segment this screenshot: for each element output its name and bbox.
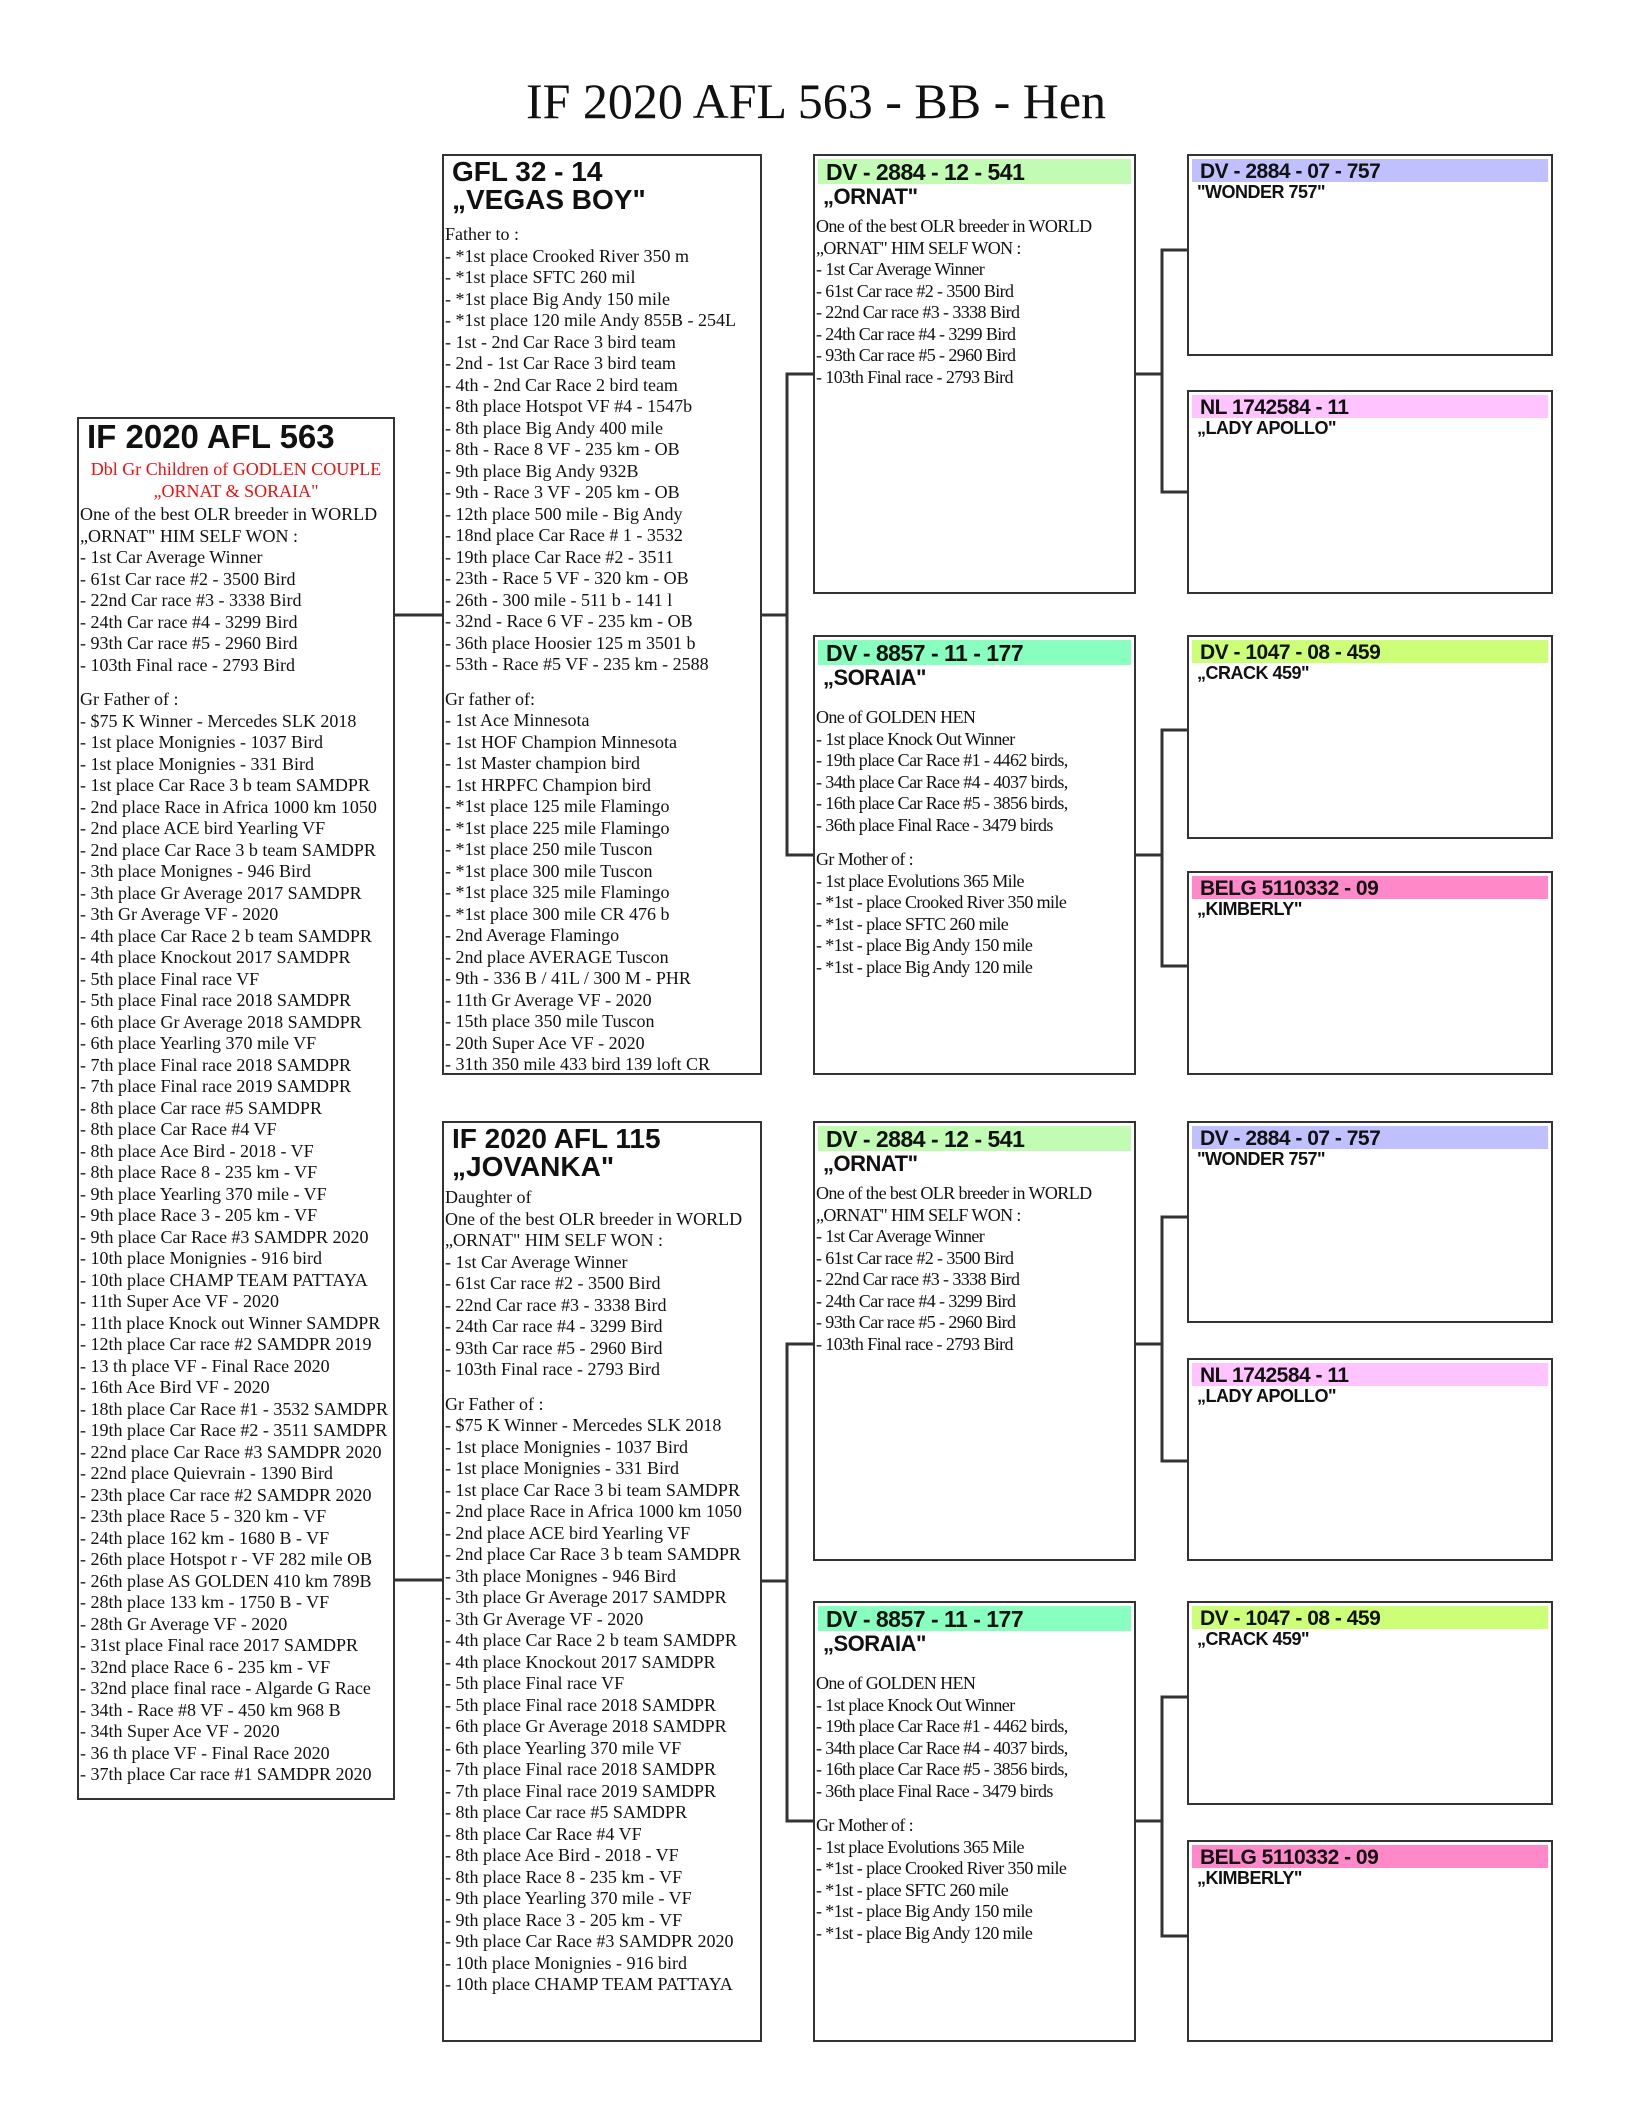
achievement-line: - 7th place Final race 2019 SAMDPR (80, 1076, 351, 1096)
achievement-line: - 1st Car Average Winner (816, 259, 985, 279)
achievement-line: Gr father of: (445, 688, 535, 709)
achievement-line: - 32nd - Race 6 VF - 235 km - OB (445, 611, 693, 631)
achievement-line: „ORNAT" HIM SELF WON : (816, 237, 1021, 258)
achievement-section (444, 689, 760, 1076)
achievement-line: - 16th Ace Bird VF - 2020 (80, 1377, 270, 1397)
connector-ornat-parents-1 (1136, 250, 1187, 492)
achievement-line: - 28th Gr Average VF - 2020 (80, 1613, 288, 1634)
achievement-line: - 2nd place ACE bird Yearling VF (445, 1522, 691, 1543)
granddam-soraia-card (813, 635, 1136, 1075)
achievement-line: - *1st place Big Andy 150 mile (445, 288, 670, 309)
achievement-line: - 3th place Gr Average 2017 SAMDPR (80, 882, 362, 903)
achievement-line: - 22nd Car race #3 - 3338 Bird (816, 1269, 1020, 1289)
dam-card (442, 1121, 762, 2042)
achievement-line: - 23th - Race 5 VF - 320 km - OB (445, 568, 689, 588)
ring-number-band: BELG 5110332 - 09 (1192, 876, 1548, 899)
achievement-line: - 1st HOF Champion Minnesota (445, 731, 677, 752)
achievement-line: - 9th place Car Race #3 SAMDPR 2020 (445, 1931, 734, 1951)
sire-name: „VEGAS BOY" (452, 184, 646, 215)
connector-soraia-parents-1 (1136, 730, 1187, 966)
ring-number-band: DV - 2884 - 07 - 757 (1192, 159, 1548, 182)
achievement-line: - 9th place Yearling 370 mile - VF (80, 1183, 327, 1204)
achievement-line: - 36 th place VF - Final Race 2020 (80, 1742, 330, 1763)
achievement-line: - 36th place Final Race - 3479 birds (816, 1780, 1053, 1801)
subject-achievements (79, 504, 393, 1786)
bird-name: „KIMBERLY" (1197, 1868, 1302, 1888)
achievement-line: - 12th place Car race #2 SAMDPR 2019 (80, 1334, 372, 1354)
achievement-line: - 61st Car race #2 - 3500 Bird (816, 280, 1014, 301)
achievement-line: - 2nd place Car Race 3 b team SAMDPR (445, 1544, 741, 1564)
achievement-line: - *1st - place SFTC 260 mile (816, 913, 1009, 934)
soraia-achievements (815, 707, 1134, 978)
achievement-line: - 9th - 336 B / 41L / 300 M - PHR (445, 968, 691, 988)
achievement-line: - 22nd Car race #3 - 3338 Bird (816, 302, 1020, 322)
achievement-line: - 2nd - 1st Car Race 3 bird team (445, 353, 676, 373)
achievement-line: - 37th place Car race #1 SAMDPR 2020 (80, 1764, 372, 1784)
achievement-line: One of GOLDEN HEN (816, 1673, 976, 1693)
achievement-line: - *1st - place Crooked River 350 mile (816, 1858, 1067, 1878)
bird-name: „LADY APOLLO" (1197, 1386, 1337, 1406)
achievement-line: - 36th place Hoosier 125 m 3501 b (445, 632, 696, 653)
achievement-line: - 1st Master champion bird (445, 753, 640, 773)
achievement-line: Gr Father of : (445, 1393, 544, 1414)
bird-name: "WONDER 757" (1197, 182, 1326, 202)
achievement-line: - 6th place Yearling 370 mile VF (80, 1033, 317, 1053)
achievement-line: - 2nd place Race in Africa 1000 km 1050 (445, 1501, 742, 1521)
bird-name: „CRACK 459" (1197, 663, 1310, 683)
achievement-line: - 9th place Big Andy 932B (445, 460, 639, 481)
great-grandparent-card (1187, 1840, 1553, 2042)
bird-name: "WONDER 757" (1197, 1149, 1326, 1169)
achievement-line: - 8th place Car Race #4 VF (80, 1119, 277, 1139)
achievement-line: - 103th Final race - 2793 Bird (80, 654, 295, 675)
sire-card (442, 154, 762, 1075)
achievement-line: - 8th place Hotspot VF #4 - 1547b (445, 396, 693, 416)
achievement-line: - 1st place Monignies - 1037 Bird (445, 1436, 688, 1457)
achievement-line: - 19th place Car Race #2 - 3511 (445, 546, 674, 567)
ring-number-band: DV - 8857 - 11 - 177 (818, 1606, 1131, 1631)
achievement-line: - 22nd place Quievrain - 1390 Bird (80, 1463, 333, 1483)
achievement-line: - 8th place Race 8 - 235 km - VF (445, 1866, 683, 1887)
achievement-section (815, 1673, 1134, 1802)
ornat-achievements (815, 216, 1134, 388)
achievement-line: - 6th place Gr Average 2018 SAMDPR (80, 1011, 362, 1032)
subject-highlight-line: „ORNAT & SORAIA" (153, 480, 319, 501)
achievement-line: - 4th place Knockout 2017 SAMDPR (445, 1651, 716, 1672)
achievement-line: - 103th Final race - 2793 Bird (816, 1333, 1013, 1354)
bird-name: „SORAIA" (823, 665, 926, 690)
achievement-line: - 1st place Evolutions 365 Mile (816, 870, 1024, 891)
achievement-line: - $75 K Winner - Mercedes SLK 2018 (445, 1415, 722, 1435)
achievement-line: - 1st place Monignies - 331 Bird (80, 753, 314, 774)
achievement-line: - 1st place Monignies - 331 Bird (445, 1458, 679, 1478)
achievement-line: One of the best OLR breeder in WORLD (445, 1208, 743, 1229)
achievement-line: - 61st Car race #2 - 3500 Bird (445, 1273, 661, 1293)
achievement-line: - 20th Super Ace VF - 2020 (445, 1032, 645, 1053)
achievement-line: - 34th - Race #8 VF - 450 km 968 B (80, 1699, 341, 1720)
great-grandparent-card (1187, 871, 1553, 1075)
granddam-soraia-card-dam-side (813, 1601, 1136, 2042)
achievement-line: - 3th place Monignes - 946 Bird (80, 861, 311, 881)
achievement-line: - 2nd Average Flamingo (445, 925, 620, 945)
achievement-line: - *1st place 225 mile Flamingo (445, 817, 670, 838)
achievement-line: - 23th place Car race #2 SAMDPR 2020 (80, 1484, 372, 1505)
bird-name: „ORNAT" (823, 184, 918, 209)
bird-name: „KIMBERLY" (1197, 899, 1302, 919)
achievement-line: - 1st Car Average Winner (445, 1251, 628, 1272)
ring-number-band: DV - 8857 - 11 - 177 (818, 640, 1131, 665)
achievement-line: - *1st place 125 mile Flamingo (445, 796, 670, 816)
achievement-line: - 1st place Monignies - 1037 Bird (80, 732, 323, 752)
achievement-line: - 8th place Car Race #4 VF (445, 1823, 642, 1844)
achievement-line: - *1st - place SFTC 260 mile (816, 1879, 1009, 1900)
achievement-line: - 103th Final race - 2793 Bird (445, 1359, 660, 1379)
achievement-line: - *1st - place Big Andy 150 mile (816, 1901, 1033, 1921)
achievement-line: - 53th - Race #5 VF - 235 km - 2588 (445, 654, 709, 674)
achievement-line: - 7th place Final race 2019 SAMDPR (445, 1780, 716, 1801)
dam-name: „JOVANKA" (452, 1151, 615, 1182)
achievement-line: „ORNAT" HIM SELF WON : (816, 1204, 1021, 1225)
achievement-line: - 24th Car race #4 - 3299 Bird (80, 611, 298, 632)
achievement-line: - 18nd place Car Race # 1 - 3532 (445, 525, 683, 545)
achievement-line: - 4th place Car Race 2 b team SAMDPR (80, 925, 372, 946)
achievement-line: - 8th place Race 8 - 235 km - VF (80, 1162, 318, 1182)
ring-number-band: DV - 2884 - 12 - 541 (818, 159, 1131, 184)
bird-name: „ORNAT" (823, 1151, 918, 1176)
achievement-line: - 1st - 2nd Car Race 3 bird team (445, 331, 676, 352)
achievement-line: - 16th place Car Race #5 - 3856 birds, (816, 1759, 1068, 1779)
achievement-section (815, 1815, 1134, 1944)
achievement-line: - 9th - Race 3 VF - 205 km - OB (445, 482, 680, 502)
achievement-section (444, 1394, 760, 1996)
subject-bird-card (77, 417, 395, 1800)
achievement-line: - 11th Super Ace VF - 2020 (80, 1291, 279, 1311)
achievement-line: - 13 th place VF - Final Race 2020 (80, 1355, 330, 1376)
achievement-line: - 8th - Race 8 VF - 235 km - OB (445, 439, 680, 459)
achievement-line: - 19th place Car Race #2 - 3511 SAMDPR (80, 1420, 388, 1440)
grandsire-ornat-card (813, 154, 1136, 594)
achievement-line: „ORNAT" HIM SELF WON : (445, 1230, 664, 1250)
achievement-line: One of the best OLR breeder in WORLD (816, 1183, 1092, 1203)
achievement-line: - 103th Final race - 2793 Bird (816, 366, 1013, 387)
achievement-line: - 9th place Car Race #3 SAMDPR 2020 (80, 1226, 369, 1247)
achievement-line: Daughter of (445, 1187, 532, 1207)
achievement-line: - 2nd place AVERAGE Tuscon (445, 946, 669, 967)
achievement-line: - *1st - place Big Andy 120 mile (816, 956, 1033, 977)
achievement-section (815, 707, 1134, 836)
achievement-line: - 1st place Knock Out Winner (816, 1694, 1015, 1715)
subject-ring-number: IF 2020 AFL 563 (87, 418, 335, 455)
achievement-line: - *1st - place Big Andy 150 mile (816, 935, 1033, 955)
achievement-line: - 1st Car Average Winner (80, 547, 263, 567)
achievement-line: - 3th Gr Average VF - 2020 (445, 1608, 644, 1629)
achievement-line: - 24th place 162 km - 1680 B - VF (80, 1527, 330, 1548)
subject-highlight-line: Dbl Gr Children of GODLEN COUPLE (90, 459, 382, 479)
achievement-line: - *1st place 300 mile CR 476 b (445, 903, 670, 924)
achievement-line: - 26th - 300 mile - 511 b - 141 l (445, 589, 673, 610)
achievement-line: - *1st place 250 mile Tuscon (445, 839, 653, 859)
achievement-line: Father to : (445, 224, 519, 244)
achievement-line: - 9th place Yearling 370 mile - VF (445, 1888, 692, 1908)
achievement-line: - 10th place CHAMP TEAM PATTAYA (80, 1269, 368, 1290)
achievement-section (815, 1183, 1134, 1355)
achievement-line: - 26th plase AS GOLDEN 410 km 789B (80, 1570, 372, 1591)
achievement-line: - 1st Car Average Winner (816, 1226, 985, 1246)
dam-achievements (444, 1187, 760, 1996)
achievement-line: - 93th Car race #5 - 2960 Bird (445, 1337, 663, 1358)
achievement-line: - 19th place Car Race #1 - 4462 birds, (816, 1716, 1068, 1736)
grandsire-ornat-card-dam-side (813, 1121, 1136, 1561)
achievement-line: - *1st - place Crooked River 350 mile (816, 892, 1067, 912)
achievement-line: - 3th place Monignes - 946 Bird (445, 1565, 676, 1586)
achievement-line: - 4th place Knockout 2017 SAMDPR (80, 947, 351, 967)
ring-number-band: DV - 1047 - 08 - 459 (1192, 1606, 1548, 1629)
achievement-line: - *1st place 325 mile Flamingo (445, 882, 670, 902)
achievement-line: - 61st Car race #2 - 3500 Bird (816, 1247, 1014, 1268)
achievement-line: - 10th place Monignies - 916 bird (80, 1248, 322, 1268)
achievement-line: Gr Father of : (80, 689, 179, 709)
achievement-line: - 10th place CHAMP TEAM PATTAYA (445, 1974, 733, 1994)
achievement-line: - 12th place 500 mile - Big Andy (445, 503, 683, 524)
achievement-line: - 34th Super Ace VF - 2020 (80, 1721, 280, 1741)
achievement-line: - 93th Car race #5 - 2960 Bird (816, 345, 1016, 365)
great-grandparent-card (1187, 390, 1553, 594)
achievement-line: - 8th place Ace Bird - 2018 - VF (445, 1845, 679, 1865)
achievement-line: - 22nd place Car Race #3 SAMDPR 2020 (80, 1441, 382, 1462)
achievement-line: - 16th place Car Race #5 - 3856 birds, (816, 793, 1068, 813)
achievement-line: One of the best OLR breeder in WORLD (816, 216, 1092, 236)
achievement-line: - 8th place Big Andy 400 mile (445, 417, 663, 438)
achievement-line: - 23th place Race 5 - 320 km - VF (80, 1506, 327, 1526)
ring-number-band: NL 1742584 - 11 (1192, 1363, 1548, 1386)
achievement-line: - 2nd place Race in Africa 1000 km 1050 (80, 796, 377, 817)
achievement-line: - 9th place Race 3 - 205 km - VF (80, 1205, 318, 1225)
achievement-line: - 1st place Car Race 3 bi team SAMDPR (445, 1479, 740, 1500)
achievement-line: - 31st place Final race 2017 SAMDPR (80, 1635, 358, 1655)
achievement-line: - 22nd Car race #3 - 3338 Bird (80, 590, 302, 610)
great-grandparent-card (1187, 1358, 1553, 1561)
achievement-line: - 18th place Car Race #1 - 3532 SAMDPR (80, 1398, 388, 1419)
achievement-line: - 22nd Car race #3 - 3338 Bird (445, 1294, 667, 1315)
achievement-line: Gr Mother of : (816, 849, 914, 869)
ring-number-band: NL 1742584 - 11 (1192, 395, 1548, 418)
achievement-line: - 5th place Final race VF (80, 968, 260, 989)
achievement-line: - 1st place Evolutions 365 Mile (816, 1836, 1024, 1857)
achievement-line: - *1st place 300 mile Tuscon (445, 860, 653, 881)
ring-number-band: DV - 2884 - 12 - 541 (818, 1126, 1131, 1151)
achievement-line: - 61st Car race #2 - 3500 Bird (80, 568, 296, 589)
ornat-achievements (815, 1183, 1134, 1355)
achievement-section (444, 224, 760, 676)
great-grandparent-card (1187, 635, 1553, 839)
connector-ornat-parents-2 (1136, 1217, 1187, 1461)
achievement-line: - 1st Ace Minnesota (445, 710, 590, 730)
achievement-line: - 6th place Yearling 370 mile VF (445, 1737, 682, 1758)
achievement-line: „ORNAT" HIM SELF WON : (80, 525, 299, 546)
achievement-line: Gr Mother of : (816, 1815, 914, 1835)
achievement-line: - 1st HRPFC Champion bird (445, 774, 652, 795)
achievement-line: - 6th place Gr Average 2018 SAMDPR (445, 1716, 727, 1736)
achievement-line: - 5th place Final race 2018 SAMDPR (80, 990, 351, 1010)
achievement-line: - 7th place Final race 2018 SAMDPR (80, 1054, 351, 1075)
achievement-line: - 11th Gr Average VF - 2020 (445, 989, 652, 1010)
achievement-line: - 8th place Car race #5 SAMDPR (80, 1097, 322, 1118)
achievement-line: - 24th Car race #4 - 3299 Bird (445, 1316, 663, 1336)
achievement-line: - 7th place Final race 2018 SAMDPR (445, 1759, 716, 1779)
achievement-section (444, 1187, 760, 1381)
achievement-line: - 15th place 350 mile Tuscon (445, 1011, 655, 1031)
page-title: IF 2020 AFL 563 - BB - Hen (525, 73, 1107, 129)
achievement-line: - 36th place Final Race - 3479 birds (816, 814, 1053, 835)
achievement-line: - *1st - place Big Andy 120 mile (816, 1922, 1033, 1943)
achievement-line: - 93th Car race #5 - 2960 Bird (816, 1312, 1016, 1332)
achievement-line: - 1st place Knock Out Winner (816, 728, 1015, 749)
achievement-line: - 2nd place ACE bird Yearling VF (80, 818, 326, 838)
connector-sire-parents (762, 374, 813, 855)
achievement-line: - 4th place Car Race 2 b team SAMDPR (445, 1630, 737, 1650)
sire-achievements (444, 224, 760, 1075)
achievement-line: - 5th place Final race VF (445, 1673, 625, 1693)
achievement-line: - 8th place Car race #5 SAMDPR (445, 1802, 687, 1822)
achievement-line: - 24th Car race #4 - 3299 Bird (816, 323, 1016, 344)
achievement-line: - *1st place SFTC 260 mil (445, 267, 636, 287)
achievement-line: - 93th Car race #5 - 2960 Bird (80, 633, 298, 653)
achievement-line: - *1st place Crooked River 350 m (445, 245, 689, 266)
ring-number-band: BELG 5110332 - 09 (1192, 1845, 1548, 1868)
achievement-section (79, 504, 393, 676)
achievement-line: - 8th place Ace Bird - 2018 - VF (80, 1140, 314, 1161)
achievement-line: - 26th place Hotspot r - VF 282 mile OB (80, 1549, 373, 1569)
achievement-line: - 32nd place final race - Algarde G Race (80, 1678, 371, 1698)
achievement-line: One of GOLDEN HEN (816, 707, 976, 727)
bird-name: „LADY APOLLO" (1197, 418, 1337, 438)
achievement-line: - 3th place Gr Average 2017 SAMDPR (445, 1587, 727, 1607)
achievement-line: - 31th 350 mile 433 bird 139 loft CR (445, 1054, 710, 1074)
achievement-line: - 32nd place Race 6 - 235 km - VF (80, 1656, 331, 1677)
achievement-line: - 3th Gr Average VF - 2020 (80, 904, 279, 924)
achievement-section (79, 689, 393, 1786)
achievement-line: - 19th place Car Race #1 - 4462 birds, (816, 750, 1068, 770)
achievement-line: - 5th place Final race 2018 SAMDPR (445, 1694, 716, 1715)
achievement-line: - 10th place Monignies - 916 bird (445, 1952, 687, 1973)
achievement-line: - 34th place Car Race #4 - 4037 birds, (816, 771, 1068, 792)
achievement-line: - 4th - 2nd Car Race 2 bird team (445, 374, 678, 395)
ring-number-band: DV - 1047 - 08 - 459 (1192, 640, 1548, 663)
soraia-achievements (815, 1673, 1134, 1944)
achievement-line: - $75 K Winner - Mercedes SLK 2018 (80, 710, 357, 731)
bird-name: „CRACK 459" (1197, 1629, 1310, 1649)
achievement-section (815, 216, 1134, 388)
achievement-line: - 28th place 133 km - 1750 B - VF (80, 1592, 330, 1612)
achievement-line: - 34th place Car Race #4 - 4037 birds, (816, 1737, 1068, 1758)
achievement-line: One of the best OLR breeder in WORLD (80, 504, 378, 524)
achievement-line: - 1st place Car Race 3 b team SAMDPR (80, 775, 370, 795)
great-grandparent-card (1187, 1601, 1553, 1805)
dam-ring-number: IF 2020 AFL 115 (452, 1123, 661, 1154)
sire-ring-number: GFL 32 - 14 (452, 156, 603, 187)
bird-name: „SORAIA" (823, 1631, 926, 1656)
achievement-line: - 11th place Knock out Winner SAMDPR (80, 1312, 381, 1333)
achievement-line: - 24th Car race #4 - 3299 Bird (816, 1290, 1016, 1311)
achievement-section (815, 849, 1134, 978)
ring-number-band: DV - 2884 - 07 - 757 (1192, 1126, 1548, 1149)
great-grandparent-card (1187, 1121, 1553, 1323)
great-grandparent-card (1187, 154, 1553, 356)
achievement-line: - 2nd place Car Race 3 b team SAMDPR (80, 839, 376, 860)
connector-dam-parents (762, 1344, 813, 1821)
achievement-line: - *1st place 120 mile Andy 855B - 254L (445, 310, 736, 330)
connector-soraia-parents-2 (1136, 1697, 1187, 1936)
achievement-line: - 9th place Race 3 - 205 km - VF (445, 1909, 683, 1930)
